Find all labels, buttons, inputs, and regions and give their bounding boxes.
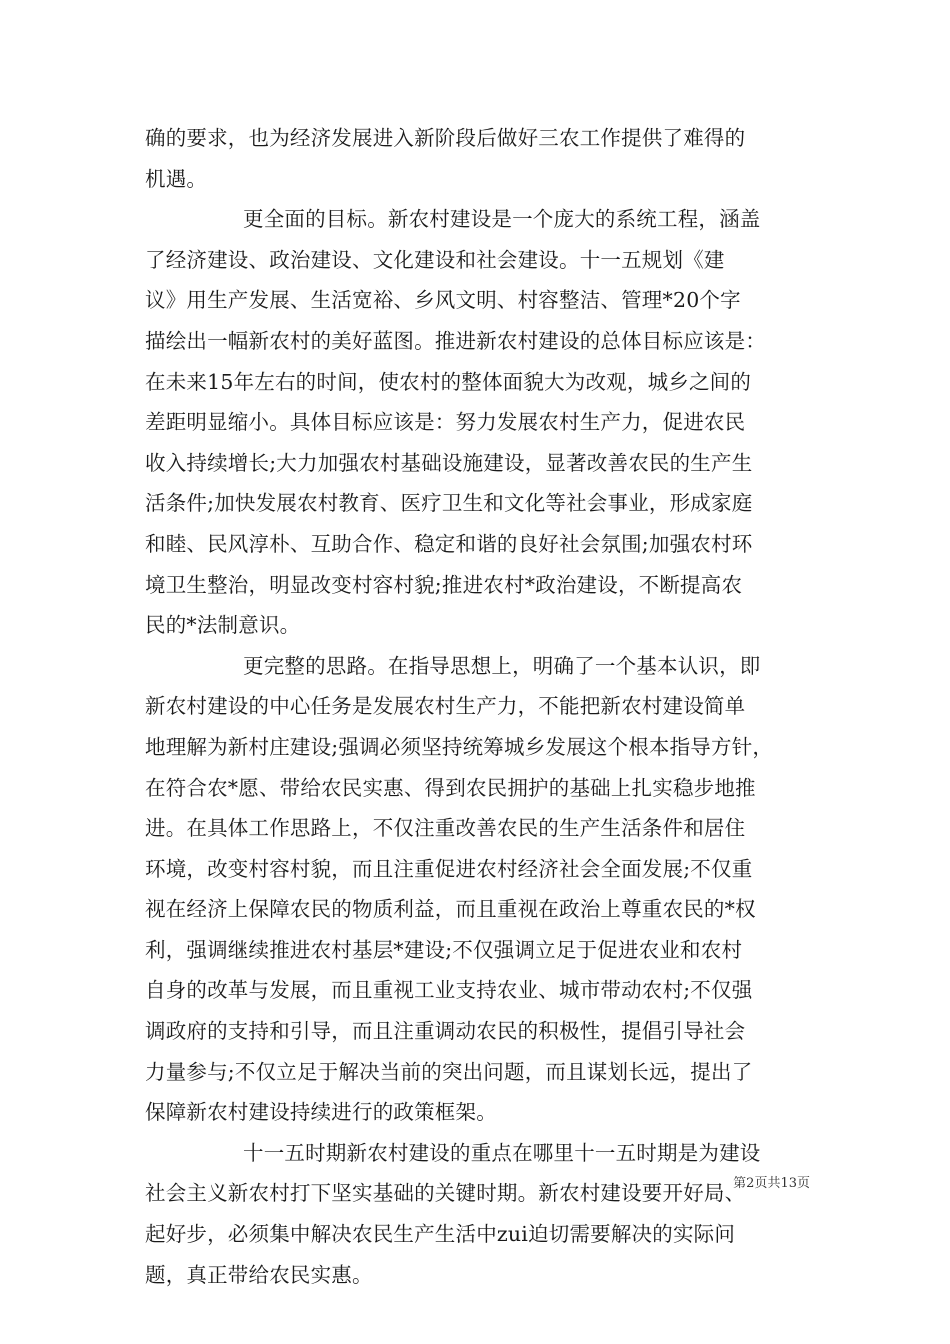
- text-line: 起好步，必须集中解决农民生产生活中zui迫切需要解决的实际问: [145, 1222, 736, 1247]
- text-line: 题，真正带给农民实惠。: [145, 1262, 373, 1287]
- text-line: 社会主义新农村打下坚实基础的关键时期。新农村建设要开好局、: [145, 1181, 746, 1206]
- text-line: 境卫生整治，明显改变村容村貌;推进农村*政治建设，不断提高农: [145, 572, 743, 597]
- text-line: 确的要求，也为经济发展进入新阶段后做好三农工作提供了难得的: [145, 126, 746, 150]
- text-line: 了经济建设、政治建设、文化建设和社会建设。十一五规划《建: [145, 247, 725, 272]
- text-line: 机遇。: [145, 166, 208, 191]
- text-line: 环境，改变村容村貌，而且注重促进农村经济社会全面发展;不仅重: [145, 856, 753, 881]
- page-number: 第2页共13页: [733, 1176, 810, 1191]
- text-line: 保障新农村建设持续进行的政策框架。: [145, 1100, 497, 1125]
- text-line: 利，强调继续推进农村基层*建设;不仅强调立足于促进农业和农村: [145, 937, 743, 962]
- document-body: [145, 118, 810, 1295]
- text-line: 在符合农*愿、带给农民实惠、得到农民拥护的基础上扎实稳步地推: [145, 775, 756, 800]
- text-line: 力量参与;不仅立足于解决当前的突出问题，而且谋划长远，提出了: [145, 1059, 753, 1084]
- paragraph-first-line: 十一五时期新农村建设的重点在哪里十一五时期是为建设: [243, 1140, 761, 1165]
- paragraph-first-line: 更完整的思路。在指导思想上，明确了一个基本认识，即: [243, 653, 761, 678]
- text-line: 视在经济上保障农民的物质利益，而且重视在政治上尊重农民的*权: [145, 897, 756, 922]
- text-line: 议》用生产发展、生活宽裕、乡风文明、村容整洁、管理*20个字: [145, 288, 741, 313]
- text-line: 在未来15年左右的时间，使农村的整体面貌大为改观，城乡之间的: [145, 369, 752, 394]
- text-line: 进。在具体工作思路上，不仅注重改善农民的生产生活条件和居住: [145, 816, 746, 841]
- text-line: 描绘出一幅新农村的美好蓝图。推进新农村建设的总体目标应该是：: [145, 328, 766, 353]
- text-line: 收入持续增长;大力加强农村基础设施建设，显著改善农民的生产生: [145, 450, 753, 475]
- text-line: 调政府的支持和引导，而且注重调动农民的积极性，提倡引导社会: [145, 1019, 746, 1044]
- text-line: 民的*法制意识。: [145, 613, 301, 638]
- text-line: 新农村建设的中心任务是发展农村生产力，不能把新农村建设简单: [145, 694, 746, 719]
- paragraph-first-line: 更全面的目标。新农村建设是一个庞大的系统工程，涵盖: [243, 207, 761, 232]
- text-line: 差距明显缩小。具体目标应该是：努力发展农村生产力，促进农民: [145, 410, 746, 435]
- text-line: 活条件;加快发展农村教育、医疗卫生和文化等社会事业，形成家庭: [145, 491, 753, 516]
- text-line: 地理解为新村庄建设;强调必须坚持统筹城乡发展这个根本指导方针，: [145, 734, 774, 759]
- text-line: 自身的改革与发展，而且重视工业支持农业、城市带动农村;不仅强: [145, 978, 753, 1003]
- text-line: 和睦、民风淳朴、互助合作、稳定和谐的良好社会氛围;加强农村环: [145, 531, 753, 556]
